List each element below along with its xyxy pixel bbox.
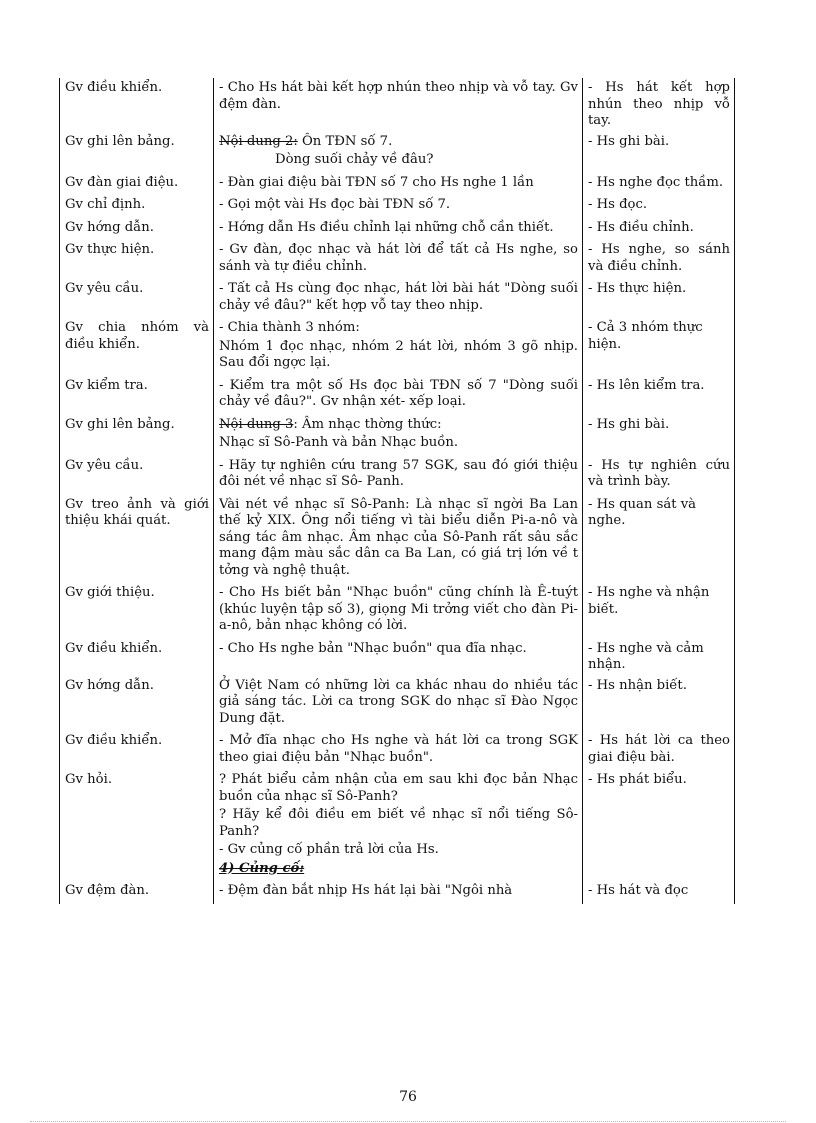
table-row — [60, 173, 735, 196]
table-row — [60, 639, 735, 676]
page-number: 76 — [399, 1089, 417, 1105]
teacher-activity: Gv giới thiệu. — [60, 583, 214, 639]
lesson-content: Ở Việt Nam có những lời ca khác nhau do nhiều tác giả sáng tác. Lời ca trong SGK do nhạc sĩ Đào Ngọc Dung đặt. — [214, 676, 583, 732]
teacher-activity: Gv hớng dẫn. — [60, 676, 214, 732]
student-activity: - Hs phát biểu. — [583, 770, 735, 881]
lesson-content: - Đàn giai điệu bài TĐN số 7 cho Hs nghe 1 lần — [214, 173, 583, 196]
lesson-content: ? Phát biểu cảm nhận của em sau khi đọc bản Nhạc buồn của nhạc sĩ Sô-Panh? ? Hãy kể đôi điều em biết về nhạc sĩ nổi tiếng Sô-Panh? - Gv củng cố phần trả lời của Hs. 4) Củng cố: — [214, 770, 583, 881]
lesson-content: - Cho Hs biết bản "Nhạc buồn" cũng chính là Ê-tuýt (khúc luyện tập số 3), giọng Mi trởng viết cho đàn Pi-a-nô, bản nhạc không có lời. — [214, 583, 583, 639]
teacher-activity: Gv ghi lên bảng. — [60, 415, 214, 456]
lesson-content: - Cho Hs nghe bản "Nhạc buồn" qua đĩa nhạc. — [214, 639, 583, 676]
lesson-content — [214, 132, 583, 173]
table-row — [60, 218, 735, 241]
student-activity: - Hs nhận biết. — [583, 676, 735, 732]
table-row — [60, 583, 735, 639]
student-activity: - Hs hát lời ca theo giai điệu bài. — [583, 731, 735, 770]
teacher-activity: Gv chỉ định. — [60, 195, 214, 218]
section-heading: 4) Củng cố: — [219, 860, 305, 876]
table-row — [60, 279, 735, 318]
table-row — [60, 770, 735, 881]
student-activity: - Hs ghi bài. — [583, 132, 735, 173]
student-activity: - Hs nghe đọc thầm. — [583, 173, 735, 196]
lesson-content: - Chia thành 3 nhóm: Nhóm 1 đọc nhạc, nhóm 2 hát lời, nhóm 3 gõ nhịp. Sau đổi ngợc lại. — [214, 318, 583, 376]
lesson-content: Vài nét về nhạc sĩ Sô-Panh: Là nhạc sĩ ngời Ba Lan thế kỷ XIX. Ông nổi tiếng vì tài biểu diễn Pi-a-nô và sáng tác âm nhạc. Âm nhạc của Sô-Panh rất sâu sắc mang đậm màu sắc dân ca Ba Lan, có giá trị lớn về t tởng và nghệ thuật. — [214, 495, 583, 584]
lesson-content: - Tất cả Hs cùng đọc nhạc, hát lời bài hát "Dòng suối chảy về đâu?" kết hợp vỗ tay theo nhịp. — [214, 279, 583, 318]
table-row — [60, 78, 735, 132]
section-heading: Nội dung 3: Âm nhạc thờng thức: — [219, 416, 442, 432]
student-activity: - Hs hát và đọc — [583, 881, 735, 904]
teacher-activity: Gv hỏi. — [60, 770, 214, 881]
table-row — [60, 240, 735, 279]
teacher-activity: Gv điều khiển. — [60, 731, 214, 770]
teacher-activity: Gv đàn giai điệu. — [60, 173, 214, 196]
table-row — [60, 456, 735, 495]
table-row — [60, 676, 735, 732]
table-row — [60, 495, 735, 584]
student-activity: - Hs đọc. — [583, 195, 735, 218]
lesson-content: Nội dung 3: Âm nhạc thờng thức: Nhạc sĩ Sô-Panh và bản Nhạc buồn. — [214, 415, 583, 456]
teacher-activity: Gv điều khiển. — [60, 639, 214, 676]
lesson-content: - Gọi một vài Hs đọc bài TĐN số 7. — [214, 195, 583, 218]
table-row — [60, 376, 735, 415]
student-activity: - Hs thực hiện. — [583, 279, 735, 318]
teacher-activity: Gv thực hiện. — [60, 240, 214, 279]
student-activity: - Hs lên kiểm tra. — [583, 376, 735, 415]
teacher-activity: Gv điều khiển. — [60, 78, 214, 132]
student-activity: - Hs nghe, so sánh và điều chỉnh. — [583, 240, 735, 279]
footer-divider — [30, 1121, 786, 1122]
lesson-content: - Hớng dẫn Hs điều chỉnh lại những chỗ cần thiết. — [214, 218, 583, 241]
teacher-activity: Gv chia nhóm và điều khiển. — [60, 318, 214, 376]
song-title: Dòng suối chảy về đâu? — [275, 152, 434, 167]
student-activity: - Hs điều chỉnh. — [583, 218, 735, 241]
table-row — [60, 132, 735, 173]
student-activity: - Hs nghe và cảm nhận. — [583, 639, 735, 676]
teacher-activity: Gv kiểm tra. — [60, 376, 214, 415]
teacher-activity: Gv yêu cầu. — [60, 456, 214, 495]
table-row — [60, 318, 735, 376]
teacher-activity: Gv hớng dẫn. — [60, 218, 214, 241]
table-row — [60, 195, 735, 218]
teacher-activity: Gv đệm đàn. — [60, 881, 214, 904]
table-row — [60, 881, 735, 904]
table-row — [60, 731, 735, 770]
student-activity: - Hs ghi bài. — [583, 415, 735, 456]
teacher-activity: Gv ghi lên bảng. — [60, 132, 214, 173]
lesson-content: - Đệm đàn bắt nhịp Hs hát lại bài "Ngôi nhà — [214, 881, 583, 904]
student-activity: - Hs tự nghiên cứu và trình bày. — [583, 456, 735, 495]
lesson-content: - Cho Hs hát bài kết hợp nhún theo nhịp và vỗ tay. Gv đệm đàn. — [214, 78, 583, 132]
student-activity: - Hs quan sát và nghe. — [583, 495, 735, 584]
teacher-activity: Gv yêu cầu. — [60, 279, 214, 318]
lesson-content: - Hãy tự nghiên cứu trang 57 SGK, sau đó giới thiệu đôi nét về nhạc sĩ Sô- Panh. — [214, 456, 583, 495]
lesson-content: - Kiểm tra một số Hs đọc bài TĐN số 7 "Dòng suối chảy về đâu?". Gv nhận xét- xếp loại. — [214, 376, 583, 415]
student-activity: - Hs hát kết hợp nhún theo nhịp vỗ tay. — [583, 78, 735, 132]
section-heading: Nội dung 2: Ôn TĐN số 7. — [219, 133, 393, 149]
lesson-content: - Gv đàn, đọc nhạc và hát lời để tất cả Hs nghe, so sánh và tự điều chỉnh. — [214, 240, 583, 279]
student-activity: - Cả 3 nhóm thực hiện. — [583, 318, 735, 376]
lesson-content: - Mở đĩa nhạc cho Hs nghe và hát lời ca trong SGK theo giai điệu bản "Nhạc buồn". — [214, 731, 583, 770]
lesson-plan-table — [59, 78, 735, 904]
table-row — [60, 415, 735, 456]
teacher-activity: Gv treo ảnh và giới thiệu khái quát. — [60, 495, 214, 584]
student-activity: - Hs nghe và nhận biết. — [583, 583, 735, 639]
